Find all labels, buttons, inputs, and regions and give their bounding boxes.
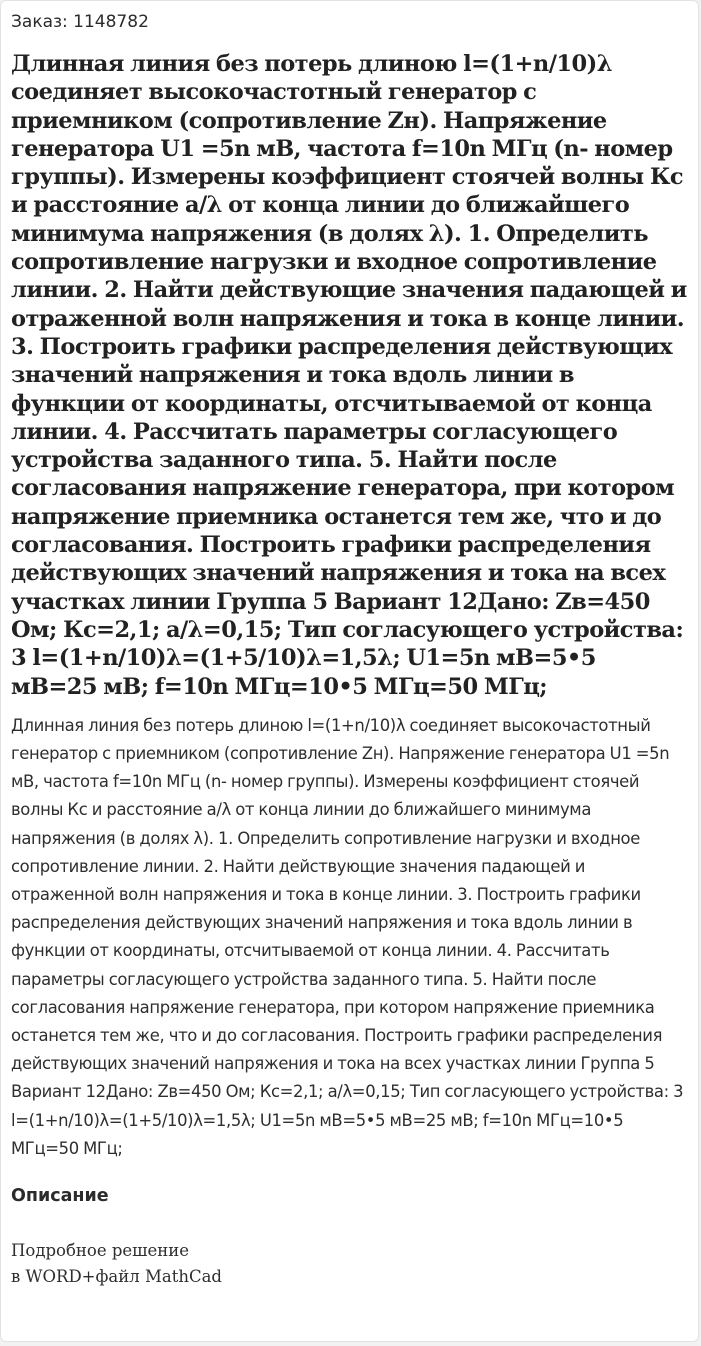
- order-number: Заказ: 1148782: [11, 12, 149, 32]
- task-title: Длинная линия без потерь длиною l=(1+n/10)λ соединяет высокочастотный генератор с приемником (сопротивление Zн). Напряжение генератора U1 =5n мВ, частота f=10n МГц (n- номер группы). Измерены коэффициент стоячей волны Кс и расстояние a/λ от конца линии до ближайшего минимума напряжения (в долях λ). 1. Определить сопротивление нагрузки и входное сопротивление линии. 2. Найти действующие значения падающей и отраженной волн напряжения и тока в конце линии. 3. Построить графики распределения действующих значений напряжения и тока вдоль линии в функции от координаты, отсчитываемой от конца линии. 4. Рассчитать параметры согласующего устройства заданного типа. 5. Найти после согласования напряжение генератора, при котором напряжение приемника останется тем же, что и до согласования. Построить графики распределения действующих значений напряжения и тока на всех участках линии Группа 5 Вариант 12Дано: Zв=450 Ом; Кс=2,1; a/λ=0,15; Тип согласующего устройства: 3 l=(1+n/10)λ=(1+5/10)λ=1,5λ; U1=5n мВ=5•5 мВ=25 мВ; f=10n МГц=10•5 МГц=50 МГц;: [11, 51, 687, 700]
- description-line: в WORD+файл MathCad: [11, 1267, 222, 1287]
- task-body: Длинная линия без потерь длиною l=(1+n/10)λ соединяет высокочастотный генератор с приемником (сопротивление Zн). Напряжение генератора U1 =5n мВ, частота f=10n МГц (n- номер группы). Измерены коэффициент стоячей волны Кс и расстояние a/λ от конца линии до ближайшего минимума напряжения (в долях λ). 1. Определить сопротивление нагрузки и входное сопротивление линии. 2. Найти действующие значения падающей и отраженной волн напряжения и тока в конце линии. 3. Построить графики распределения действующих значений напряжения и тока вдоль линии в функции от координаты, отсчитываемой от конца линии. 4. Рассчитать параметры согласующего устройства заданного типа. 5. Найти после согласования напряжение генератора, при котором напряжение приемника останется тем же, что и до согласования. Построить графики распределения действующих значений напряжения и тока на всех участках линии Группа 5 Вариант 12Дано: Zв=450 Ом; Кс=2,1; a/λ=0,15; Тип согласующего устройства: 3 l=(1+n/10)λ=(1+5/10)λ=1,5λ; U1=5n мВ=5•5 мВ=25 мВ; f=10n МГц=10•5 МГц=50 МГц;: [11, 715, 684, 1158]
- description-line: Подробное решение: [11, 1241, 190, 1261]
- description-heading: Описание: [11, 1186, 109, 1207]
- description-text: [11, 1238, 688, 1290]
